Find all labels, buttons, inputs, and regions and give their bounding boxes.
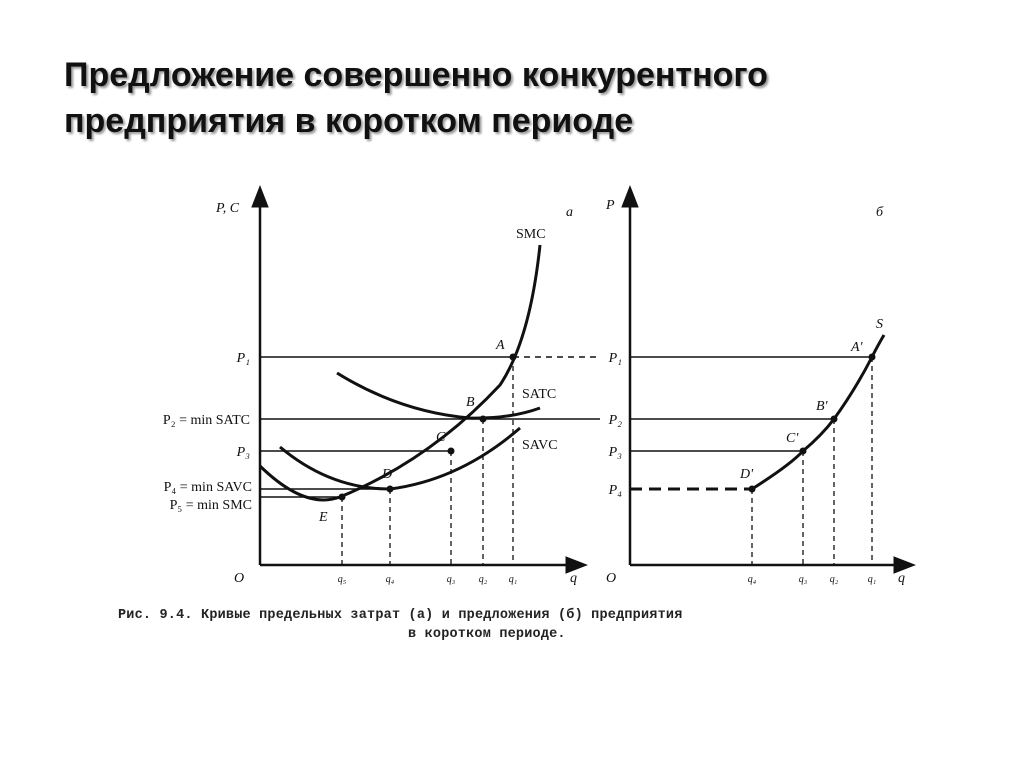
panel-b-x-axis-label: q [898,571,905,586]
point-a-prime-label: A' [851,340,863,355]
panel-b-price-label-p2: P₂ [608,413,622,428]
panel-a-origin: O [234,571,245,586]
savc-curve [280,428,520,489]
point-b [480,416,487,423]
panel-b-q-label-q3: q₃ [798,574,808,585]
point-b-label: B [466,395,475,410]
q-label-q4: q₄ [385,574,395,585]
panel-b-price-label-p3: P₃ [608,445,622,460]
point-b-prime-label: B' [816,399,828,414]
point-e [339,494,346,501]
panel-b-price-label-p4: P₄ [608,483,622,498]
title-line-1: Предложение совершенно конкурентного [64,56,768,94]
panel-b-y-axis-label: P [606,198,615,213]
point-d-prime [749,486,756,493]
panel-b-price-label-p1: P₁ [608,351,622,366]
panel-b-q-label-q4: q₄ [747,574,757,585]
q-label-q3: q₃ [446,574,456,585]
panel-b-letter: б [876,205,884,220]
point-c-label: C [436,430,446,445]
panel-a-y-axis-label: P, C [216,201,240,216]
point-d-label: D [382,467,393,482]
panel-a-x-axis-label: q [570,571,577,586]
point-e-label: E [319,510,328,525]
point-a-label: A [496,338,505,353]
point-c [448,448,455,455]
point-d [387,486,394,493]
price-label-p3: P₃ [236,445,250,460]
panel-a-letter: а [566,205,573,220]
panel-b-q-label-q1: q₁ [867,574,877,585]
smc-label: SMC [516,227,546,242]
panel-a [163,195,600,586]
price-label-p1: P₁ [236,351,250,366]
point-d-prime-label: D' [740,467,754,482]
point-b-prime [831,416,838,423]
caption-line-2: в коротком периоде. [408,627,566,642]
supply-curve-label: S [876,317,883,332]
price-label-p2: P₂ = min SATC [162,413,250,428]
satc-curve [337,373,540,418]
figure-caption [118,608,918,642]
panel-b-origin: O [606,571,617,586]
point-a [510,354,517,361]
point-c-prime-label: C' [786,431,799,446]
savc-label: SAVC [522,438,558,453]
price-label-p4: P₄ = min SAVC [163,480,252,495]
title-line-2: предприятия в коротком периоде [64,102,634,140]
point-c-prime [800,448,807,455]
q-label-q5: q₅ [337,574,347,585]
q-label-q1: q₁ [508,574,518,585]
satc-label: SATC [522,387,557,402]
panel-b-q-label-q2: q₂ [829,574,839,585]
point-a-prime [869,354,876,361]
q-label-q2: q₂ [478,574,488,585]
price-label-p5: P₅ = min SMC [169,498,252,513]
panel-b [605,195,906,586]
caption-line-1: Рис. 9.4. Кривые предельных затрат (а) и предложения (б) предприятия [118,608,683,623]
